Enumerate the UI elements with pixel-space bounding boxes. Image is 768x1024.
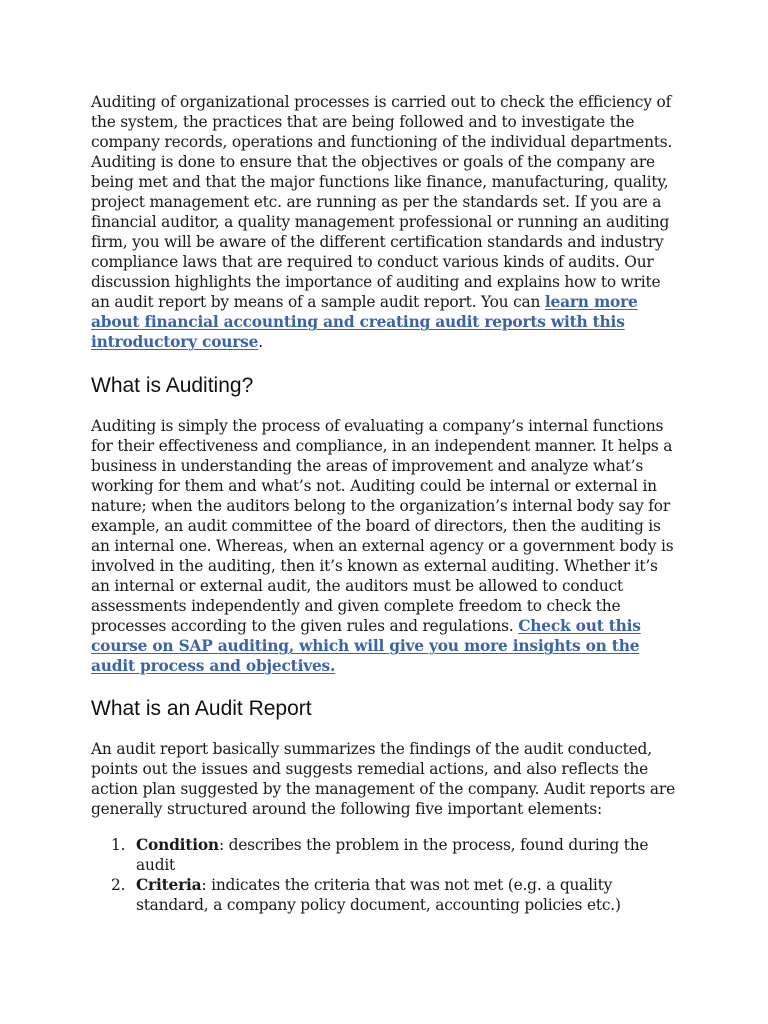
list-item-description: : describes the problem in the process, found during the audit [136, 836, 649, 874]
list-item-term: Condition [136, 836, 219, 854]
list-item [91, 875, 676, 915]
list-item-number: 2. [111, 876, 126, 894]
intro-paragraph [91, 92, 676, 352]
list-item-number: 1. [111, 836, 126, 854]
what-is-audit-report-heading: What is an Audit Report [91, 697, 312, 720]
intro-text: Auditing of organizational processes is carried out to check the efficiency of the system, the practices that are being followed and to investigate the company records, operations and functioning of the individual departments. Auditing is done to ensure that the objectives or goals of the company are being met and that the major functions like finance, manufacturing, quality, project management etc. are running as per the standards set. If you are a financial auditor, a quality management professional or running an auditing firm, you will be aware of the different certification standards and industry compliance laws that are required to conduct various kinds of audits. Our discussion highlights the importance of auditing and explains how to write an audit report by means of a sample audit report. You can [91, 93, 673, 311]
auditing-paragraph [91, 416, 676, 676]
document-page [91, 92, 676, 915]
financial-accounting-course-link[interactable]: learn more about financial accounting and creating audit reports with this introductory course [91, 293, 638, 351]
list-item-description: : indicates the criteria that was not met (e.g. a quality standard, a company policy document, accounting policies etc.) [136, 876, 621, 914]
audit-elements-list [91, 835, 676, 915]
sap-auditing-course-link[interactable]: Check out this course on SAP auditing, which will give you more insights on the audit process and objectives. [91, 617, 641, 675]
audit-report-paragraph: An audit report basically summarizes the findings of the audit conducted, points out the issues and suggests remedial actions, and also reflects the action plan suggested by the management of the company. Audit reports are generally structured around the following five important elements: [91, 740, 675, 818]
what-is-auditing-heading: What is Auditing? [91, 374, 254, 397]
list-item [91, 835, 676, 875]
intro-text-end: . [258, 333, 263, 351]
auditing-text: Auditing is simply the process of evaluating a company’s internal functions for their effectiveness and compliance, in an independent manner. It helps a business in understanding the areas of improvement and analyze what’s working for them and what’s not. Auditing could be internal or external in nature; when the auditors belong to the organization’s internal body say for example, an audit committee of the board of directors, then the auditing is an internal one. Whereas, when an external agency or a government body is involved in the auditing, then it’s known as external auditing. Whether it’s an internal or external audit, the auditors must be allowed to conduct assessments independently and given complete freedom to check the processes according to the given rules and regulations. [91, 417, 674, 635]
list-item-term: Criteria [136, 876, 202, 894]
